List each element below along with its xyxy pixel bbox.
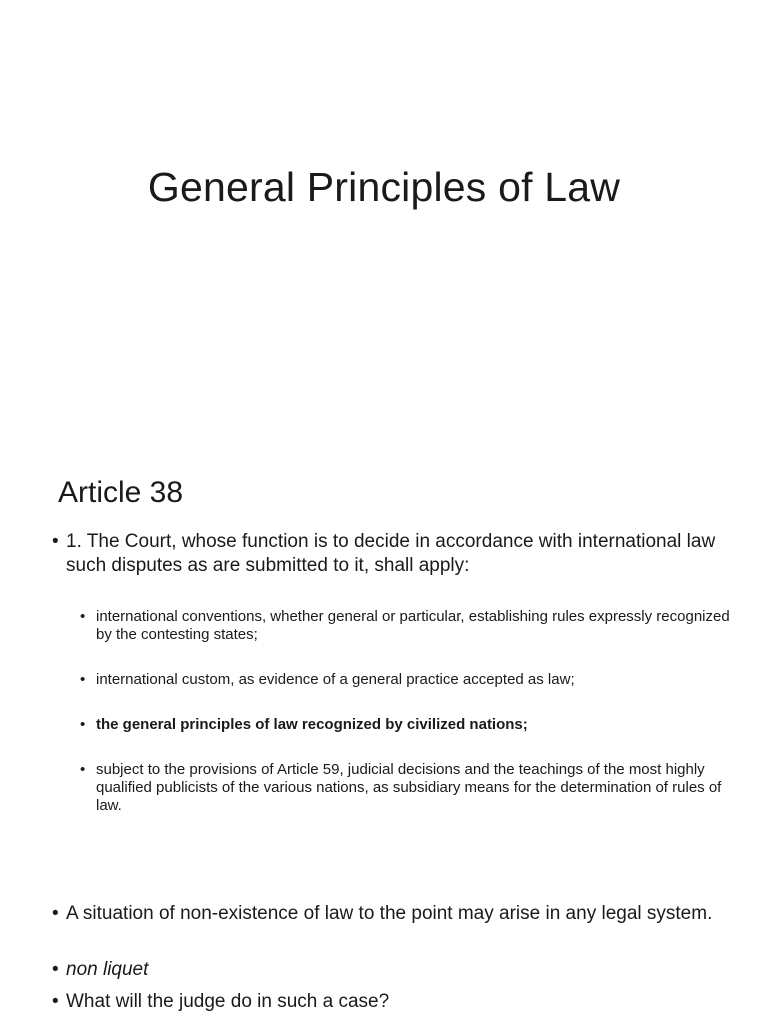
slide-title: General Principles of Law [147, 164, 621, 210]
content-slide [0, 440, 768, 1024]
sub-bullet-text: subject to the provisions of Article 59, judicial decisions and the teachings of the most highly qualified publicists of the various nations, as subsidiary means for the determination of rules of law. [96, 761, 722, 814]
closing-bullet-non-existence [52, 902, 742, 926]
closing-bullet-judge-question [52, 990, 742, 1014]
bullet-icon: • [52, 959, 59, 980]
closing-text: What will the judge do in such a case? [66, 991, 390, 1012]
closing-text: A situation of non-existence of law to the point may arise in any legal system. [66, 903, 713, 924]
bullet-icon: • [52, 903, 59, 924]
bullet-icon: • [80, 608, 86, 625]
closing-bullet-non-liquet [52, 958, 742, 982]
section-heading: Article 38 [58, 476, 184, 509]
closing-text: non liquet [66, 959, 149, 980]
sub-bullet-text: international conventions, whether general or particular, establishing rules expressly recognized by the contesting states; [96, 608, 730, 643]
bullet-icon: • [80, 761, 86, 778]
intro-text: 1. The Court, whose function is to decide in accordance with international law such disputes as are submitted to it, shall apply: [66, 531, 716, 576]
bullet-icon: • [52, 991, 59, 1012]
sub-bullet-conventions [80, 608, 744, 644]
bullet-icon: • [52, 531, 59, 552]
intro-bullet [52, 530, 742, 578]
sub-bullet-text: the general principles of law recognized by civilized nations; [96, 716, 528, 733]
title-slide [0, 0, 768, 440]
bullet-icon: • [80, 671, 86, 688]
sub-bullet-custom [80, 671, 744, 689]
sub-bullet-judicial-decisions [80, 761, 744, 815]
sub-bullet-general-principles [80, 716, 744, 734]
sub-bullet-text: international custom, as evidence of a general practice accepted as law; [96, 671, 575, 688]
bullet-icon: • [80, 716, 86, 733]
